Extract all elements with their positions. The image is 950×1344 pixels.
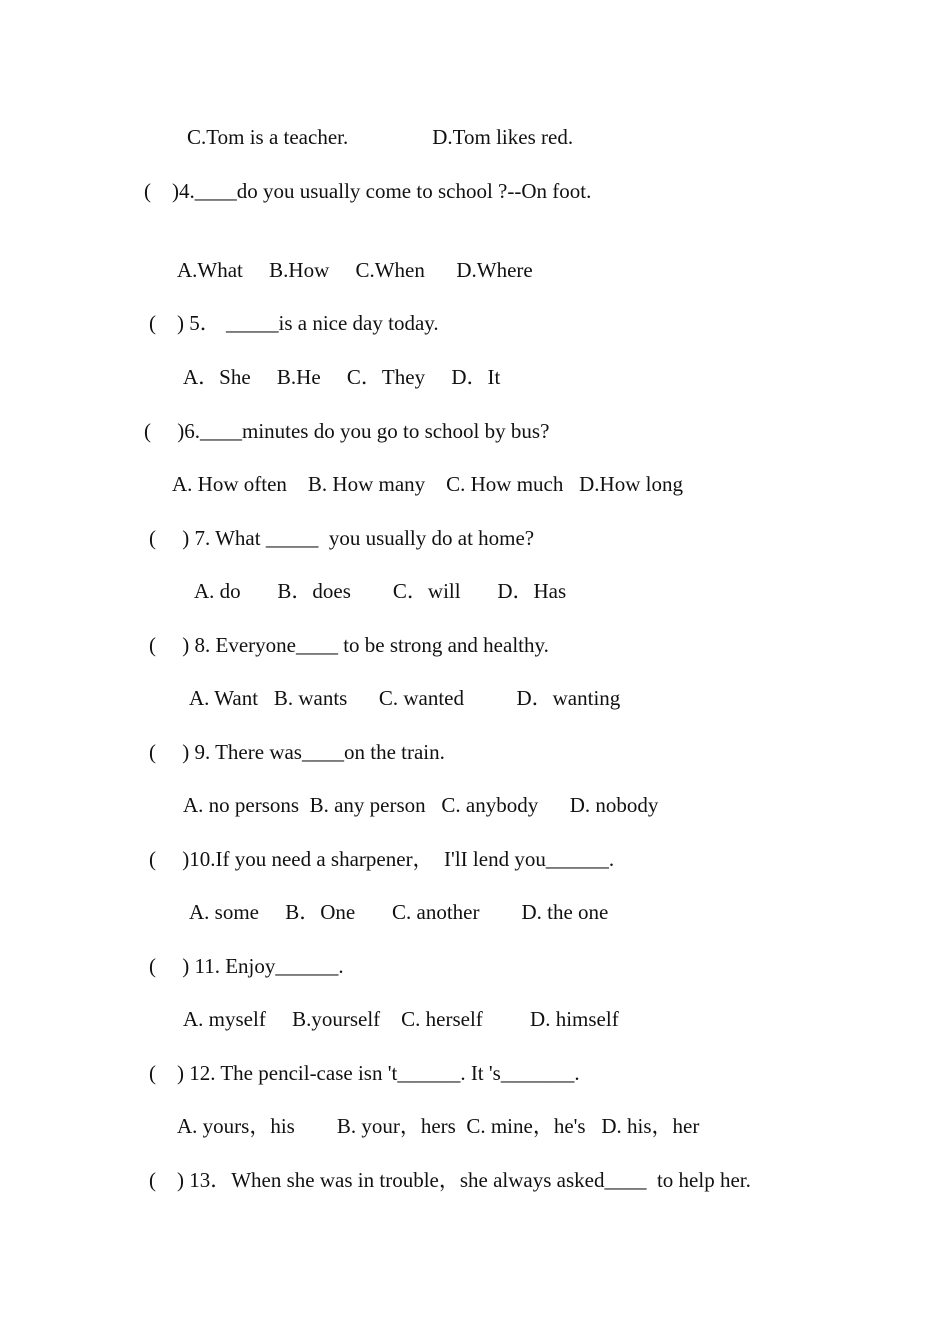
question-12: ( ) 12. The pencil-case isn 't______. It 's_______. [149,1061,580,1085]
question-11: ( ) 11. Enjoy______. [149,954,344,978]
question-13: ( ) 13．When she was in trouble，she always asked____ to help her. [149,1168,751,1192]
q11-options: A. myself B.yourself C. herself D. himself [183,1007,619,1031]
q8-options: A. Want B. wants C. wanted D．wanting [189,686,621,710]
question-7: ( ) 7. What _____ you usually do at home? [149,526,535,550]
question-9: ( ) 9. There was____on the train. [149,740,445,764]
q5-options: A．She B.He C．They D．It [183,365,501,389]
q9-options: A. no persons B. any person C. anybody D. nobody [183,793,659,817]
q4-options: A.What B.How C.When D.Where [177,258,533,282]
question-10: ( )10.If you need a sharpener， I'lI lend you______. [149,847,615,871]
question-6: ( )6.____minutes do you go to school by bus? [144,419,550,443]
question-8: ( ) 8. Everyone____ to be strong and healthy. [149,633,549,657]
q6-options: A. How often B. How many C. How much D.How long [172,472,683,496]
q7-options: A. do B．does C．will D．Has [194,579,567,603]
question-4: ( )4.____do you usually come to school ?--On foot. [144,179,592,203]
question-5: ( ) 5． _____is a nice day today. [149,311,439,335]
q12-options: A. yours，his B. your，hers C. mine，he's D. his，her [177,1114,700,1138]
q3-options-cd: C.Tom is a teacher. D.Tom likes red. [187,125,574,149]
q10-options: A. some B．One C. another D. the one [189,900,609,924]
